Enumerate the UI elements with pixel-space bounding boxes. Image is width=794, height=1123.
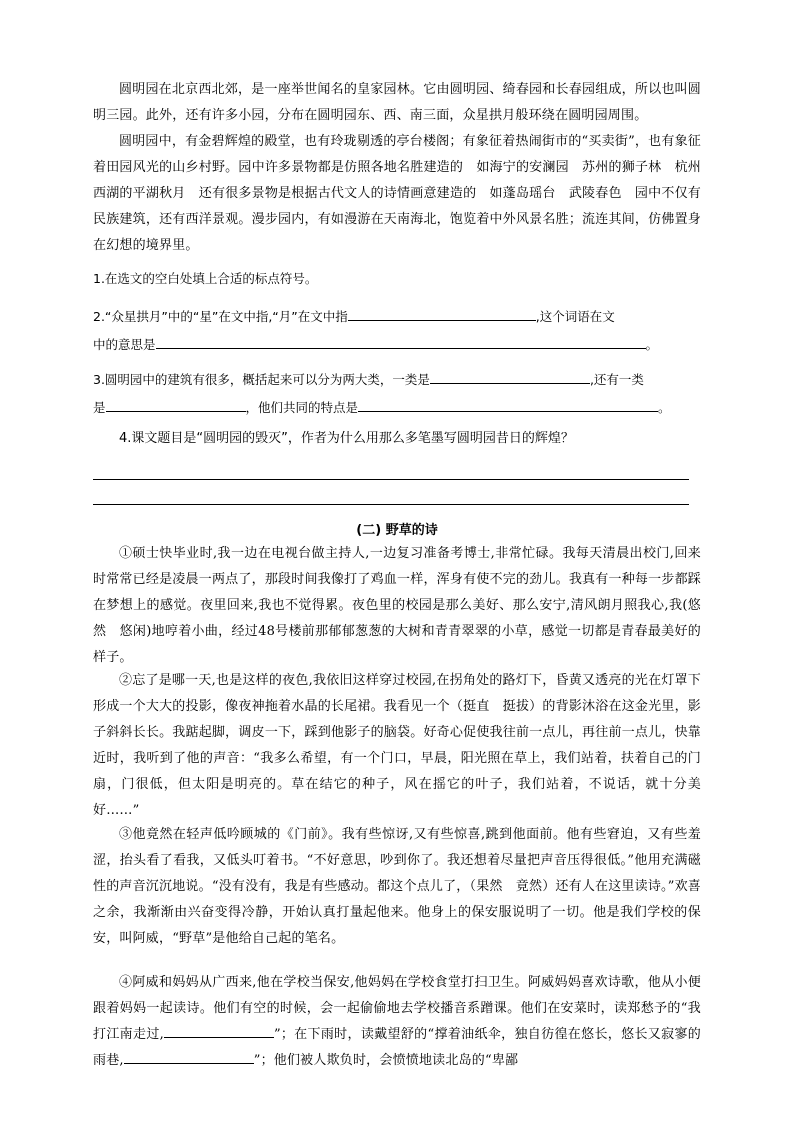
question-1: 1.在选文的空白处填上合适的标点符号。 <box>93 271 318 286</box>
question-2-text-c: 中的意思是 <box>93 337 156 352</box>
question-3-text-a: 3.圆明园中的建筑有很多，概括起来可以分为两大类，一类是 <box>93 372 430 387</box>
story-paragraph-4-c: ”；他们被人欺负时，会愤愤地读北岛的“卑鄙 <box>253 1053 519 1068</box>
question-2-text-a: 2.“众星拱月”中的“星”在文中指,“月”在文中指 <box>93 309 348 324</box>
story-paragraph-3: ③他竟然在轻声低吟顾城的《门前》。我有些惊讶,又有些惊喜,跳到他面前。他有些窘迫，又有些羞涩，抬头看了看我，又低头叮着书。“不好意思，吵到你了。我还想着尽量把声音压得很低。”他用充满磁性的声音沉沉地说。“没有没有，我是有些感动。都这个点儿了，（果然 竟然）还有人在这里读诗。”欢喜之余，我渐渐由兴奋变得冷静，开始认真打量起他来。他身上的保安服说明了一切。他是我们学校的保安，叫阿威，“野草”是他给自己起的笔名。 <box>93 827 701 946</box>
question-3-text-d: ，他们共同的特点是 <box>245 400 359 415</box>
story-paragraph-2: ②忘了是哪一天,也是这样的夜色,我依旧这样穿过校园,在拐角处的路灯下，昏黄又透亮的光在灯罩下形成一个大大的投影，像夜神拖着水晶的长尾裙。我看见一个（挺直 挺拔）的背影沐浴在这金光里，影子斜斜长长。我踮起脚，调皮一下，踩到他影子的脑袋。好奇心促使我往前一点儿，再往前一点儿，快靠近时，我听到了他的声音：“我多么希望，有一个门口，早晨，阳光照在草上，我们站着，扶着自己的门扇，门很低，但太阳是明亮的。草在结它的种子，风在摇它的叶子，我们站着，不说话，就十分美好……” <box>93 673 701 818</box>
answer-blank-poem-2[interactable] <box>124 1048 254 1064</box>
question-2-end: 。 <box>645 337 659 352</box>
story-paragraph-4 <box>93 970 701 1074</box>
question-2-text-b: ,这个词语在文 <box>535 309 615 324</box>
question-3-end: 。 <box>658 400 671 415</box>
question-2 <box>93 303 701 359</box>
answer-line-1[interactable] <box>93 479 689 480</box>
answer-blank-3a[interactable] <box>430 368 590 384</box>
question-4: 4.课文题目是“圆明园的毁灭”，作者为什么用那么多笔墨写圆明园昔日的辉煌？ <box>119 431 574 446</box>
passage-paragraph-1: 圆明园在北京西北郊，是一座举世闻名的皇家园林。它由圆明园、绮春园和长春园组成，所以也叫圆明三园。此外，还有许多小园，分布在圆明园东、西、南三面，众星拱月般环绕在圆明园周围。 <box>93 82 701 123</box>
story-paragraph-4-b: ”；在下雨时，读戴望舒的“撑着油纸伞，独自彷徨在悠长，悠长又寂寥的雨巷, <box>93 1027 701 1068</box>
question-3-text-b: ,还有一类 <box>589 372 644 387</box>
answer-blank-2a[interactable] <box>348 305 536 321</box>
story-paragraph-4-a: ④阿威和妈妈从广西来,他在学校当保安,他妈妈在学校食堂打扫卫生。阿威妈妈喜欢诗歌，他从小便跟着妈妈一起读诗。他们有空的时候，会一起偷偷地去学校播音系蹭课。他们在安菜时，读郑愁予的“我打江南走过, <box>93 975 701 1042</box>
answer-blank-poem-1[interactable] <box>164 1022 274 1038</box>
passage-paragraph-2: 圆明园中，有金碧辉煌的殿堂，也有玲珑剔透的亭台楼阁；有象征着热闹街市的“买卖街”，也有象征着田园风光的山乡村野。园中许多景物都是仿照各地名胜建造的 如海宁的安澜园 苏州的狮子林 杭州西湖的平湖秋月 还有很多景物是根据古代文人的诗情画意建造的 如蓬岛瑶台 武陵春色 园中不仅有民族建筑，还有西洋景观。漫步园内，有如漫游在天南海北，饱览着中外风景名胜；流连其间，仿佛置身在幻想的境界里。 <box>93 134 701 253</box>
question-3 <box>93 366 701 422</box>
answer-blank-3b[interactable] <box>106 396 246 412</box>
answer-line-2[interactable] <box>93 504 689 505</box>
question-3-text-c: 是 <box>93 400 106 415</box>
story-paragraph-1: ①硕士快毕业时,我一边在电视台做主持人,一边复习准备考博士,非常忙碌。我每天清晨出校门,回来时常常已经是凌晨一两点了，那段时间我像打了鸡血一样，浑身有使不完的劲儿。我真有一种每一步都踩在梦想上的感觉。夜里回来,我也不觉得累。夜色里的校园是那么美好、那么安宁,清风朗月照我心,我(悠然 悠闲)地哼着小曲，经过48号楼前那郁郁葱葱的大树和青青翠翠的小草，感觉一切都是青春最美好的样子。 <box>93 546 701 665</box>
answer-blank-2b[interactable] <box>156 333 646 349</box>
section-title: (二) 野草的诗 <box>356 523 438 538</box>
answer-blank-3c[interactable] <box>358 396 658 412</box>
